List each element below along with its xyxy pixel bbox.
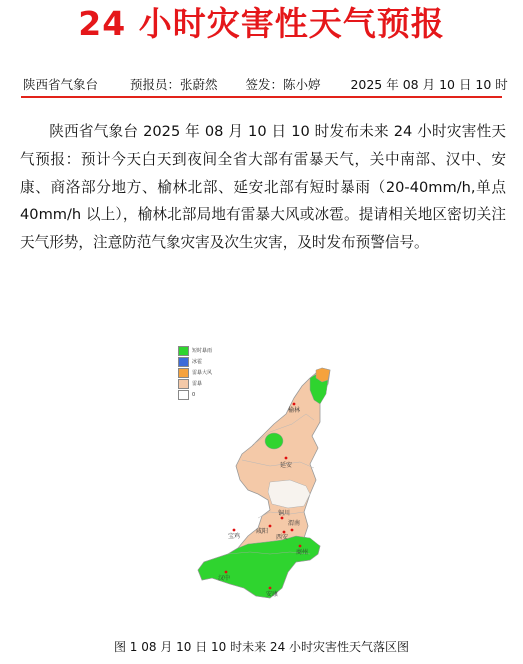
city-label-yanan: 延安 bbox=[280, 462, 293, 469]
city-label-hanzhong: 汉中 bbox=[218, 575, 231, 582]
city-label-xianyang: 咸阳 bbox=[256, 528, 269, 535]
city-label-yulin: 榆林 bbox=[288, 407, 301, 414]
legend-item: 0 bbox=[178, 389, 212, 400]
city-dot-xianyang bbox=[269, 525, 272, 528]
city-dot-yulin bbox=[293, 403, 296, 406]
header-divider bbox=[21, 96, 502, 98]
map-legend bbox=[178, 345, 212, 400]
issue-datetime: 2025 年 08 月 10 日 10 时 bbox=[350, 77, 508, 92]
city-label-weinan: 渭南 bbox=[288, 520, 301, 527]
page-title: 24 小时灾害性天气预报 bbox=[78, 4, 445, 43]
city-label-shangzhou: 商州 bbox=[296, 549, 309, 556]
city-label-baoji: 宝鸡 bbox=[228, 533, 241, 540]
heavy-rain-yanan bbox=[265, 433, 283, 449]
city-dot-xian bbox=[283, 531, 286, 534]
legend-swatch bbox=[178, 346, 189, 356]
legend-item: 雷暴 bbox=[178, 378, 212, 389]
legend-item: 短时暴雨 bbox=[178, 345, 212, 356]
city-label-tongchuan: 铜川 bbox=[278, 510, 291, 517]
city-dot-yanan bbox=[285, 457, 288, 460]
legend-swatch bbox=[178, 357, 189, 367]
city-dot-ankang bbox=[269, 587, 272, 590]
heavy-rain-south bbox=[198, 536, 320, 598]
issuing-org: 陕西省气象台 bbox=[23, 77, 99, 92]
issuer: 签发：陈小婷 bbox=[245, 77, 321, 92]
legend-swatch bbox=[178, 379, 189, 389]
city-dot-tongchuan bbox=[281, 517, 284, 520]
legend-swatch bbox=[178, 390, 189, 400]
figure-caption: 图 1 08 月 10 日 10 时未来 24 小时灾害性天气落区图 bbox=[113, 640, 410, 654]
legend-item: 冰雹 bbox=[178, 356, 212, 367]
city-dot-weinan bbox=[291, 529, 294, 532]
city-dot-shangzhou bbox=[299, 545, 302, 548]
city-label-xian: 西安 bbox=[276, 534, 289, 541]
forecaster: 预报员：张蔚然 bbox=[129, 77, 218, 92]
forecast-body bbox=[20, 118, 506, 257]
city-dot-hanzhong bbox=[225, 571, 228, 574]
forecast-paragraph: 陕西省气象台 2025 年 08 月 10 日 10 时发布未来 24 小时灾害性天气预报：预计今天白天到夜间全省大部有雷暴天气，关中南部、汉中、安康、商洛部分地方、榆林北部、延安北部有短时暴雨（20-40mm/h,单点 40mm/h 以上），榆林北部局地有雷暴大风或冰雹。提请相关地区密切关注天气形势，注意防范气象灾害及次生灾害，及时发布预警信号。 bbox=[20, 123, 506, 252]
city-dot-baoji bbox=[233, 529, 236, 532]
legend-item: 雷暴大风 bbox=[178, 367, 212, 378]
city-label-ankang: 安康 bbox=[266, 591, 279, 598]
issue-info-bar bbox=[23, 77, 508, 93]
legend-swatch bbox=[178, 368, 189, 378]
